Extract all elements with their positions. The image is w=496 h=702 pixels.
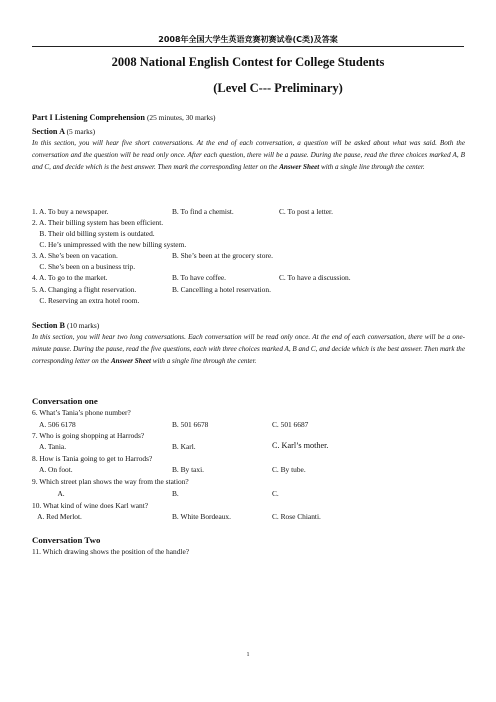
section-b-heading <box>32 321 99 331</box>
section-a-instr-end: with a single line through the center. <box>319 162 425 171</box>
item-1b: B. To find a chemist. <box>172 207 234 216</box>
q6-b: B. 501 6678 <box>172 420 209 429</box>
section-a-title: Section A <box>32 127 65 136</box>
part1-title: Part I Listening Comprehension <box>32 113 145 122</box>
section-a-note: (5 marks) <box>66 127 96 136</box>
q9-b: B. <box>172 489 179 498</box>
q9-a: A. <box>32 489 65 498</box>
item-4a: 4. A. To go to the market. <box>32 273 108 282</box>
contest-title: 2008 National English Contest for College Students <box>111 55 385 69</box>
part1-heading <box>32 113 216 123</box>
contest-level: (Level C--- Preliminary) <box>213 81 343 95</box>
item-3b: B. She’s been at the grocery store. <box>172 251 273 260</box>
q8-b: B. By taxi. <box>172 465 205 474</box>
q7-c: C. Karl’s mother. <box>272 441 329 450</box>
item-3c: C. She’s been on a business trip. <box>32 262 136 271</box>
q6: 6. What’s Tania’s phone number? <box>32 408 131 417</box>
q7: 7. Who is going shopping at Harrods? <box>32 431 145 440</box>
q6-c: C. 501 6687 <box>272 420 309 429</box>
item-2c: C. He’s unimpressed with the new billing system. <box>32 240 187 249</box>
item-2b: B. Their old billing system is outdated. <box>32 229 155 238</box>
item-5c: C. Reserving an extra hotel room. <box>32 296 140 305</box>
section-b-title: Section B <box>32 321 65 330</box>
q10-c: C. Rose Chianti. <box>272 512 321 521</box>
section-b-instr-bold: Answer Sheet <box>110 356 151 365</box>
q11: 11. Which drawing shows the position of the handle? <box>32 547 190 556</box>
conversation-two-heading: Conversation Two <box>32 535 101 545</box>
item-1c: C. To post a letter. <box>279 207 333 216</box>
header-rule <box>32 46 464 47</box>
section-b-instr-text: In this section, you will hear two long conversations. Each conversation will be read only once. At the end of each conversation, there will be a one-minute pause. During the pause, read the five questions, each with three choices marked A, B and C, and decide which is the best answer. Then mark the corresponding letter on the <box>32 333 465 365</box>
page-number: 1 <box>246 652 250 658</box>
item-4c: C. To have a discussion. <box>279 273 351 282</box>
item-3a: 3. A. She’s been on vacation. <box>32 251 118 260</box>
q9: 9. Which street plan shows the way from the station? <box>32 477 189 486</box>
page-header: 2008年全国大学生英语竞赛初赛试卷(C类)及答案 <box>158 35 338 44</box>
q8: 8. How is Tania going to get to Harrods? <box>32 454 153 463</box>
section-a-instr-bold: Answer Sheet <box>279 162 320 171</box>
q9-c: C. <box>272 489 279 498</box>
section-a-instructions <box>32 138 465 173</box>
item-5b: B. Cancelling a hotel reservation. <box>172 285 271 294</box>
section-a-instr-text: In this section, you will hear five short conversations. At the end of each conversation, a question will be asked about what was said. Both the conversation and the question will be read only once. After each question, there will be a pause. During the pause, read the three choices marked A, B and C, and decide which is the best answer. Then mark the corresponding letter on the <box>32 139 465 171</box>
q7-b: B. Karl. <box>172 442 196 451</box>
item-2a: 2. A. Their billing system has been efficient. <box>32 218 164 227</box>
q8-a: A. On foot. <box>32 465 73 474</box>
part1-note: (25 minutes, 30 marks) <box>146 113 216 122</box>
section-b-note: (10 marks) <box>67 321 100 330</box>
item-4b: B. To have coffee. <box>172 273 227 282</box>
q10: 10. What kind of wine does Karl want? <box>32 501 149 510</box>
q10-a: A. Red Merlot. <box>32 512 82 521</box>
section-b-instructions <box>32 332 465 367</box>
q8-c: C. By tube. <box>272 465 306 474</box>
item-1a: 1. A. To buy a newspaper. <box>32 207 109 216</box>
section-b-instr-end: with a single line through the center. <box>150 356 257 365</box>
conversation-one-heading: Conversation one <box>32 396 98 406</box>
q10-b: B. White Bordeaux. <box>172 512 231 521</box>
q7-a: A. Tania. <box>32 442 67 451</box>
q6-a: A. 506 6178 <box>32 420 76 429</box>
item-5a: 5. A. Changing a flight reservation. <box>32 285 137 294</box>
section-a-heading <box>32 127 95 137</box>
